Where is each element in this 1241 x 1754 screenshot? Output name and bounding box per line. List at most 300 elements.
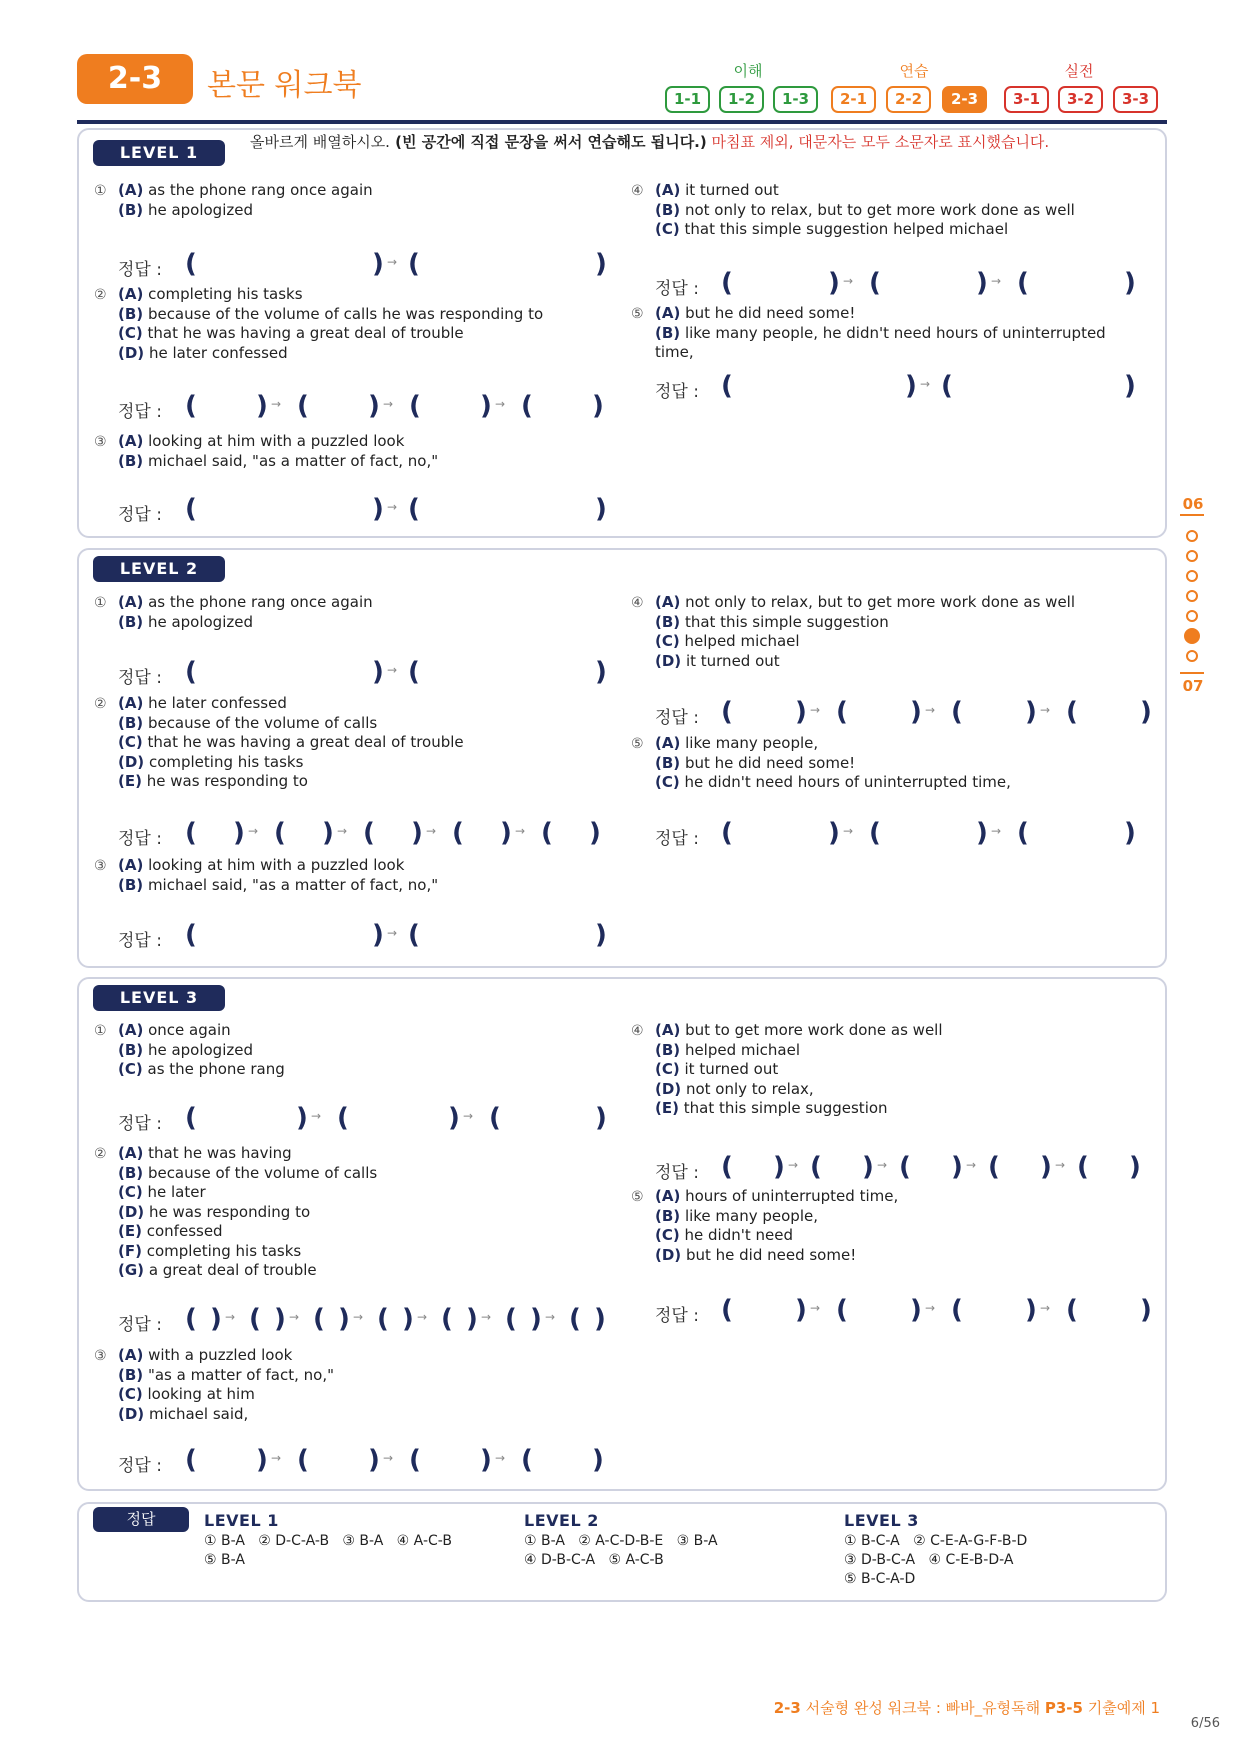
option-letter: (C) — [655, 1226, 680, 1244]
answer-blank-close: ) — [500, 818, 512, 848]
answer-blank-open: ( — [185, 1304, 197, 1334]
option-text: "as a matter of fact, no," — [147, 1365, 335, 1384]
option-line — [94, 305, 614, 325]
option-line — [94, 1021, 614, 1041]
option-letter: (E) — [655, 1099, 679, 1117]
option-letter: (A) — [118, 1021, 144, 1039]
question-number: ③ — [94, 1348, 107, 1364]
chip-1-2[interactable]: 1-2 — [719, 86, 764, 113]
chip-2-3[interactable]: 2-3 — [942, 86, 987, 113]
answer-label: 정답 : — [655, 708, 699, 728]
level-2-badge: LEVEL 2 — [93, 556, 225, 582]
answer-row[interactable] — [118, 1443, 638, 1479]
option-text: he later — [147, 1183, 206, 1201]
option-line — [94, 593, 614, 613]
answer-row[interactable] — [655, 369, 1175, 405]
question-2-2 — [94, 694, 614, 792]
level-3-badge: LEVEL 3 — [93, 985, 225, 1011]
question-1-3 — [94, 432, 614, 471]
arrow-icon: → — [925, 703, 936, 717]
question-2-4 — [631, 593, 1151, 671]
arrow-icon: → — [991, 274, 1002, 288]
answer-row[interactable] — [118, 1101, 638, 1137]
option-text: completing his tasks — [148, 752, 304, 771]
answer-label: 정답 : — [655, 1163, 699, 1183]
arrow-icon: → — [311, 1109, 322, 1123]
arrow-icon: → — [1040, 1301, 1051, 1315]
answer-row[interactable] — [118, 389, 638, 425]
option-letter: (B) — [118, 612, 144, 631]
option-line — [94, 432, 614, 452]
question-number: ② — [94, 287, 107, 303]
arrow-icon: → — [426, 824, 437, 838]
answer-blank-close: ) — [951, 1152, 963, 1182]
option-text: but he did need some! — [684, 753, 856, 772]
arrow-icon: → — [1055, 1158, 1066, 1172]
answer-blank-close: ) — [910, 1295, 922, 1325]
chip-3-2[interactable]: 3-2 — [1058, 86, 1103, 113]
option-text: not only to relax, but to get more work done as well — [684, 200, 1075, 219]
footer-suffix: 기출예제 1 — [1082, 1699, 1160, 1717]
option-line — [94, 1144, 614, 1164]
question-2-3 — [94, 856, 614, 895]
answer-blank-open: ( — [951, 1295, 963, 1325]
header-rule — [77, 120, 1167, 124]
option-line — [94, 733, 614, 753]
answer-blank-open: ( — [452, 818, 464, 848]
answer-blank-close: ) — [1140, 697, 1152, 727]
answer-blank-open: ( — [408, 249, 420, 279]
option-letter: (D) — [655, 651, 682, 670]
chip-1-1[interactable]: 1-1 — [665, 86, 710, 113]
answer-key-row: ③ D-B-C-A ④ C-E-B-D-A — [844, 1552, 1014, 1568]
question-1-5 — [631, 304, 1151, 363]
page-title: 본문 워크북 — [207, 68, 362, 103]
question-number: ⑤ — [631, 736, 644, 752]
answer-blank-close: ) — [595, 249, 607, 279]
answer-row[interactable] — [118, 247, 638, 283]
answer-blank-open: ( — [569, 1304, 581, 1334]
option-line — [94, 856, 614, 876]
option-text: he apologized — [147, 200, 253, 219]
answer-blank-close: ) — [530, 1304, 542, 1334]
arrow-icon: → — [810, 1301, 821, 1315]
arrow-icon: → — [463, 1109, 474, 1123]
question-number: ④ — [631, 1023, 644, 1039]
option-line — [94, 285, 614, 305]
answer-blank-open: ( — [363, 818, 375, 848]
option-line — [631, 324, 1151, 344]
answer-blank-close: ) — [595, 494, 607, 524]
option-letter: (B) — [655, 1206, 681, 1225]
answer-key-level-2 — [524, 1511, 718, 1570]
answer-row[interactable] — [655, 695, 1175, 731]
option-line — [631, 1207, 1151, 1227]
option-letter: (D) — [118, 1202, 145, 1221]
option-text: that he was having a great deal of trouble — [147, 733, 464, 751]
answer-blank-close: ) — [595, 920, 607, 950]
answer-blank-close: ) — [589, 818, 601, 848]
answer-blank-close: ) — [976, 818, 988, 848]
answer-blank-open: ( — [489, 1103, 501, 1133]
option-text: but he did need some! — [685, 1245, 857, 1264]
answer-key-badge: 정답 — [93, 1507, 189, 1532]
option-letter: (A) — [118, 1346, 144, 1364]
answer-label: 정답 : — [655, 279, 699, 299]
question-3-5 — [631, 1187, 1151, 1265]
level-1-badge: LEVEL 1 — [93, 140, 225, 166]
option-text: it turned out — [685, 651, 780, 670]
answer-blank-close: ) — [466, 1304, 478, 1334]
answer-blank-close: ) — [338, 1304, 350, 1334]
option-letter: (A) — [118, 432, 144, 450]
answer-blank-open: ( — [721, 1152, 733, 1182]
instruction — [250, 133, 1150, 152]
option-line — [94, 753, 614, 773]
option-letter: (A) — [655, 304, 681, 322]
option-text: hours of uninterrupted time, — [685, 1187, 899, 1205]
question-2-1 — [94, 593, 614, 632]
side-nav-start: 06 — [1182, 495, 1204, 513]
answer-key-row: ④ D-B-C-A ⑤ A-C-B — [524, 1552, 664, 1568]
answer-blank-open: ( — [408, 494, 420, 524]
option-line — [94, 1405, 614, 1425]
option-line — [631, 201, 1151, 221]
option-line — [94, 452, 614, 472]
answer-blank-open: ( — [541, 818, 553, 848]
option-text: looking at him with a puzzled look — [148, 856, 405, 874]
option-text: michael said, — [148, 1404, 249, 1423]
arrow-icon: → — [225, 1310, 236, 1324]
answer-blank-open: ( — [1066, 1295, 1078, 1325]
question-number: ③ — [94, 434, 107, 450]
option-line — [94, 1242, 614, 1262]
arrow-icon: → — [788, 1158, 799, 1172]
answer-row[interactable] — [655, 1150, 1175, 1186]
answer-label: 정답 : — [118, 505, 162, 525]
answer-blank-close: ) — [594, 1304, 606, 1334]
footer-text: 서술형 완성 워크북 : 빠바_유형독해 — [800, 1699, 1045, 1717]
answer-blank-open: ( — [941, 371, 953, 401]
option-letter: (B) — [655, 323, 681, 342]
answer-key-level-1 — [204, 1511, 452, 1570]
answer-blank-close: ) — [256, 1445, 268, 1475]
arrow-icon: → — [966, 1158, 977, 1172]
answer-blank-close: ) — [1124, 818, 1136, 848]
option-text: he didn't need — [684, 1226, 793, 1244]
answer-row[interactable] — [655, 816, 1175, 852]
option-letter: (A) — [118, 856, 144, 874]
option-text: as the phone rang — [147, 1060, 285, 1078]
answer-blank-close: ) — [372, 657, 384, 687]
arrow-icon: → — [387, 926, 398, 940]
side-nav-dot-active[interactable] — [1184, 628, 1200, 644]
answer-label: 정답 : — [118, 1114, 162, 1134]
option-letter: (G) — [118, 1261, 145, 1279]
answer-row[interactable] — [118, 655, 638, 691]
chip-3-3[interactable]: 3-3 — [1113, 86, 1158, 113]
arrow-icon: → — [481, 1310, 492, 1324]
answer-blank-close: ) — [1025, 1295, 1037, 1325]
answer-blank-open: ( — [185, 391, 197, 421]
question-1-1 — [94, 181, 614, 220]
side-nav-dot[interactable] — [1186, 570, 1198, 582]
arrow-icon: → — [387, 663, 398, 677]
answer-label: 정답 : — [655, 1306, 699, 1326]
answer-blank-open: ( — [869, 268, 881, 298]
answer-row[interactable] — [655, 266, 1175, 302]
option-continuation: time, — [655, 343, 694, 361]
answer-blank-close: ) — [862, 1152, 874, 1182]
side-nav-dot[interactable] — [1186, 610, 1198, 622]
answer-blank-close: ) — [773, 1152, 785, 1182]
question-1-2 — [94, 285, 614, 363]
answer-key-heading: LEVEL 2 — [524, 1511, 599, 1530]
option-line — [94, 1366, 614, 1386]
option-letter: (A) — [655, 181, 681, 199]
question-number: ③ — [94, 858, 107, 874]
option-text: a great deal of trouble — [148, 1261, 317, 1279]
answer-label: 정답 : — [118, 1315, 162, 1335]
option-line — [94, 1060, 614, 1080]
answer-label: 정답 : — [655, 382, 699, 402]
arrow-icon: → — [387, 255, 398, 269]
instruction-bold: (빈 공간에 직접 문장을 써서 연습해도 됩니다.) — [389, 133, 707, 151]
answer-row[interactable] — [118, 816, 638, 852]
answer-blank-open: ( — [377, 1304, 389, 1334]
answer-label: 정답 : — [118, 668, 162, 688]
option-line — [631, 1021, 1151, 1041]
side-nav-dot[interactable] — [1186, 530, 1198, 542]
group-label-practice: 연습 — [899, 62, 929, 80]
arrow-icon: → — [495, 1451, 506, 1465]
answer-blank-open: ( — [1077, 1152, 1089, 1182]
page-number: 6/56 — [1190, 1716, 1220, 1731]
option-text: as the phone rang once again — [148, 181, 373, 199]
option-letter: (B) — [118, 875, 144, 894]
option-letter: (C) — [655, 220, 680, 238]
option-line — [94, 1261, 614, 1281]
arrow-icon: → — [248, 824, 259, 838]
option-text: looking at him — [147, 1385, 255, 1403]
option-text: not only to relax, but to get more work done as well — [685, 593, 1076, 611]
arrow-icon: → — [289, 1310, 300, 1324]
option-text: looking at him with a puzzled look — [148, 432, 405, 450]
answer-blank-close: ) — [905, 371, 917, 401]
answer-blank-close: ) — [1025, 697, 1037, 727]
option-line — [94, 694, 614, 714]
answer-blank-open: ( — [1017, 818, 1029, 848]
answer-blank-open: ( — [274, 818, 286, 848]
answer-blank-open: ( — [521, 1445, 533, 1475]
option-text: but to get more work done as well — [685, 1021, 943, 1039]
option-line — [631, 613, 1151, 633]
option-letter: (E) — [118, 1222, 142, 1240]
option-letter: (A) — [118, 1144, 144, 1162]
option-text: it turned out — [685, 181, 779, 199]
answer-row[interactable] — [118, 1302, 638, 1338]
answer-blank-close: ) — [480, 391, 492, 421]
answer-blank-close: ) — [1129, 1152, 1141, 1182]
answer-label: 정답 : — [118, 1456, 162, 1476]
group-label-actual: 실전 — [1064, 62, 1094, 80]
answer-blank-open: ( — [505, 1304, 517, 1334]
option-line — [94, 772, 614, 792]
option-line — [94, 1041, 614, 1061]
instruction-note: 마침표 제외, 대문자는 모두 소문자로 표시했습니다. — [706, 133, 1050, 151]
answer-blank-open: ( — [185, 1103, 197, 1133]
arrow-icon: → — [545, 1310, 556, 1324]
answer-blank-open: ( — [313, 1304, 325, 1334]
question-number: ① — [94, 1023, 107, 1039]
question-number: ⑤ — [631, 306, 644, 322]
option-letter: (C) — [118, 1060, 143, 1078]
answer-blank-open: ( — [297, 391, 309, 421]
answer-key-row: ⑤ B-A — [204, 1552, 245, 1568]
answer-blank-open: ( — [899, 1152, 911, 1182]
option-text: michael said, "as a matter of fact, no," — [147, 451, 439, 470]
answer-blank-open: ( — [408, 657, 420, 687]
option-line — [94, 1346, 614, 1366]
option-text: he was responding to — [146, 772, 308, 790]
question-number: ⑤ — [631, 1189, 644, 1205]
answer-label: 정답 : — [118, 260, 162, 280]
question-1-4 — [631, 181, 1151, 240]
answer-blank-open: ( — [810, 1152, 822, 1182]
side-nav-dot[interactable] — [1186, 590, 1198, 602]
arrow-icon: → — [383, 397, 394, 411]
answer-blank-close: ) — [976, 268, 988, 298]
option-text: that this simple suggestion helped michael — [684, 220, 1009, 238]
option-text: but he did need some! — [685, 304, 856, 322]
arrow-icon: → — [417, 1310, 428, 1324]
answer-row[interactable] — [655, 1293, 1175, 1329]
answer-blank-open: ( — [185, 494, 197, 524]
option-text: he later confessed — [148, 343, 288, 362]
chip-2-1[interactable]: 2-1 — [831, 86, 876, 113]
option-letter: (B) — [655, 200, 681, 219]
option-letter: (D) — [655, 1245, 682, 1264]
chip-2-2[interactable]: 2-2 — [886, 86, 931, 113]
option-letter: (C) — [118, 324, 143, 342]
answer-blank-open: ( — [1066, 697, 1078, 727]
option-line — [94, 613, 614, 633]
option-letter: (C) — [118, 1183, 143, 1201]
question-number: ④ — [631, 595, 644, 611]
option-letter: (C) — [118, 1385, 143, 1403]
option-letter: (A) — [655, 734, 681, 752]
option-text: helped michael — [684, 632, 800, 650]
option-text: helped michael — [684, 1040, 801, 1059]
answer-blank-open: ( — [869, 818, 881, 848]
answer-blank-open: ( — [721, 818, 733, 848]
unit-number-badge: 2-3 — [77, 54, 193, 104]
answer-blank-close: ) — [233, 818, 245, 848]
side-nav-dot[interactable] — [1186, 650, 1198, 662]
answer-label: 정답 : — [655, 829, 699, 849]
answer-blank-close: ) — [595, 1103, 607, 1133]
option-text: confessed — [146, 1222, 223, 1240]
answer-row[interactable] — [118, 918, 638, 954]
answer-blank-close: ) — [592, 1445, 604, 1475]
answer-blank-open: ( — [297, 1445, 309, 1475]
chip-3-1[interactable]: 3-1 — [1004, 86, 1049, 113]
answer-blank-open: ( — [721, 371, 733, 401]
answer-blank-close: ) — [1124, 268, 1136, 298]
question-number: ① — [94, 595, 107, 611]
arrow-icon: → — [353, 1310, 364, 1324]
answer-blank-close: ) — [1040, 1152, 1052, 1182]
option-text: he didn't need hours of uninterrupted time, — [684, 773, 1011, 791]
chip-1-3[interactable]: 1-3 — [773, 86, 818, 113]
option-text: because of the volume of calls — [147, 713, 378, 732]
option-letter: (B) — [118, 1040, 144, 1059]
arrow-icon: → — [383, 1451, 394, 1465]
answer-blank-close: ) — [296, 1103, 308, 1133]
answer-row[interactable] — [118, 492, 638, 528]
answer-blank-open: ( — [409, 1445, 421, 1475]
arrow-icon: → — [925, 1301, 936, 1315]
option-line — [94, 1203, 614, 1223]
answer-blank-close: ) — [592, 391, 604, 421]
question-number: ② — [94, 696, 107, 712]
answer-blank-open: ( — [337, 1103, 349, 1133]
option-letter: (B) — [655, 1040, 681, 1059]
option-line — [94, 876, 614, 896]
option-text: michael said, "as a matter of fact, no," — [147, 875, 439, 894]
arrow-icon: → — [515, 824, 526, 838]
answer-blank-close: ) — [910, 697, 922, 727]
option-text: like many people, — [684, 1206, 818, 1225]
answer-key-row: ① B-C-A ② C-E-A-G-F-B-D — [844, 1533, 1028, 1549]
arrow-icon: → — [337, 824, 348, 838]
answer-blank-close: ) — [828, 268, 840, 298]
answer-blank-open: ( — [721, 1295, 733, 1325]
option-line — [631, 1041, 1151, 1061]
answer-blank-open: ( — [408, 920, 420, 950]
answer-blank-close: ) — [480, 1445, 492, 1475]
arrow-icon: → — [920, 377, 931, 391]
answer-blank-close: ) — [322, 818, 334, 848]
option-line — [631, 652, 1151, 672]
question-3-3 — [94, 1346, 614, 1424]
option-letter: (B) — [118, 1163, 144, 1182]
arrow-icon: → — [1040, 703, 1051, 717]
option-line — [631, 1226, 1151, 1246]
arrow-icon: → — [843, 274, 854, 288]
option-line — [631, 1099, 1151, 1119]
answer-blank-close: ) — [595, 657, 607, 687]
answer-blank-close: ) — [372, 249, 384, 279]
option-line — [94, 1164, 614, 1184]
option-letter: (B) — [118, 451, 144, 470]
option-text: he was responding to — [148, 1202, 311, 1221]
option-line — [94, 1385, 614, 1405]
side-nav-rule-bottom — [1180, 672, 1204, 674]
option-text: he later confessed — [148, 694, 287, 712]
answer-blank-open: ( — [951, 697, 963, 727]
option-line — [631, 754, 1151, 774]
answer-blank-close: ) — [828, 818, 840, 848]
option-letter: (B) — [118, 713, 144, 732]
option-line — [94, 181, 614, 201]
answer-blank-open: ( — [409, 391, 421, 421]
side-nav-dot[interactable] — [1186, 550, 1198, 562]
answer-blank-close: ) — [1124, 371, 1136, 401]
answer-blank-close: ) — [411, 818, 423, 848]
answer-blank-open: ( — [721, 697, 733, 727]
answer-blank-close: ) — [372, 920, 384, 950]
